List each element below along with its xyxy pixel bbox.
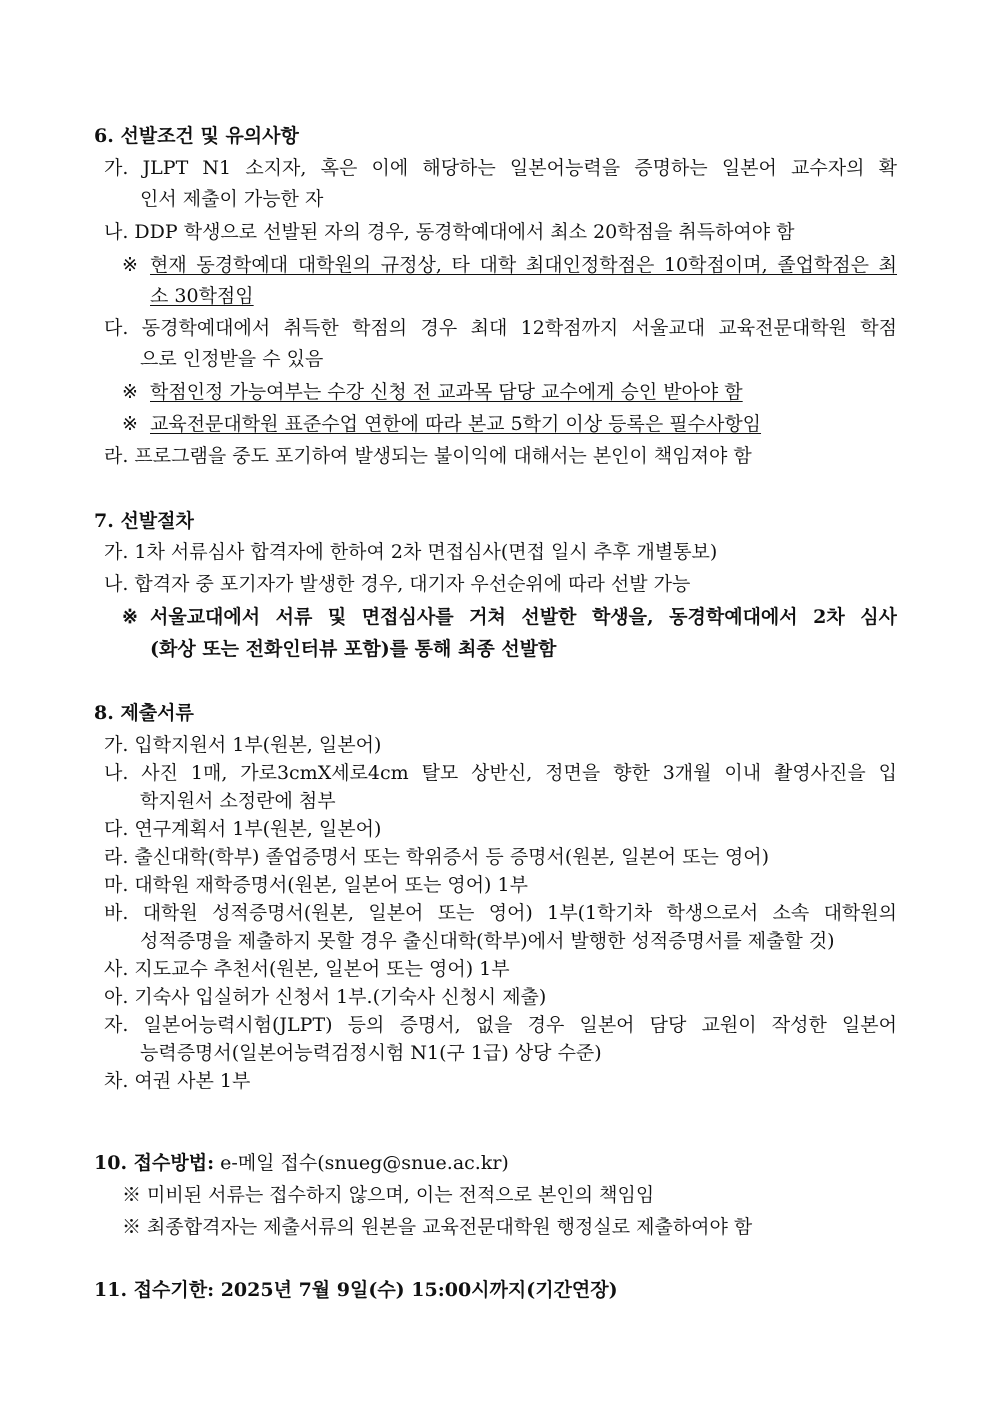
s6-note3: 교육전문대학원 표준수업 연한에 따라 본교 5학기 이상 등록은 필수사항임: [150, 413, 762, 435]
section-8-title: 8. 제출서류: [94, 702, 194, 724]
s6-note1-mark: ※: [122, 254, 138, 276]
s6-note2: 학점인정 가능여부는 수강 신청 전 교과목 담당 교수에게 승인 받아야 함: [150, 381, 743, 403]
s7-note-mark: ※: [122, 606, 138, 628]
s8-item-da: 다. 연구계획서 1부(원본, 일본어): [104, 818, 382, 840]
s7-item-ga: 가. 1차 서류심사 합격자에 한하여 2차 면접심사(면접 일시 추후 개별통보): [104, 541, 718, 563]
section-10-method: e-메일 접수(snueg@snue.ac.kr): [214, 1152, 509, 1174]
s8-item-ja-line2: 능력증명서(일본어능력검정시험 N1(구 1급) 상당 수준): [140, 1042, 602, 1064]
s6-item-da-line2: 으로 인정받을 수 있음: [140, 348, 324, 370]
s10-note2: ※ 최종합격자는 제출서류의 원본을 교육전문대학원 행정실로 제출하여야 함: [122, 1216, 753, 1238]
s7-item-na: 나. 합격자 중 포기자가 발생한 경우, 대기자 우선순위에 따라 선발 가능: [104, 573, 691, 595]
s8-item-na-line2: 학지원서 소정란에 첨부: [140, 790, 336, 812]
s6-item-da-line1: 다. 동경학예대에서 취득한 학점의 경우 최대 12학점까지 서울교대 교육전문대학원 학점: [104, 317, 897, 339]
s6-item-na: 나. DDP 학생으로 선발된 자의 경우, 동경학예대에서 최소 20학점을 취득하여야 함: [104, 221, 795, 243]
s8-item-ba-line1: 바. 대학원 성적증명서(원본, 일본어 또는 영어) 1부(1학기차 학생으로서 소속 대학원의: [104, 902, 897, 924]
s6-note2-mark: ※: [122, 381, 138, 403]
s6-item-ga-line1: 가. JLPT N1 소지자, 혹은 이에 해당하는 일본어능력을 증명하는 일본어 교수자의 확: [104, 157, 897, 179]
s6-note3-mark: ※: [122, 413, 138, 435]
s7-note-line1: 서울교대에서 서류 및 면접심사를 거쳐 선발한 학생을, 동경학예대에서 2차 심사: [150, 606, 897, 628]
section-10-title: 10. 접수방법:: [94, 1152, 215, 1174]
s6-note1-line1: 현재 동경학예대 대학원의 규정상, 타 대학 최대인정학점은 10학점이며, 졸업학점은 최: [150, 254, 897, 276]
s8-item-sa: 사. 지도교수 추천서(원본, 일본어 또는 영어) 1부: [104, 958, 510, 980]
s10-note1: ※ 미비된 서류는 접수하지 않으며, 이는 전적으로 본인의 책임임: [122, 1184, 655, 1206]
s6-note1-line2: 소 30학점임: [150, 285, 254, 307]
s8-item-ja-line1: 자. 일본어능력시험(JLPT) 등의 증명서, 없을 경우 일본어 담당 교원이 작성한 일본어: [104, 1014, 897, 1036]
section-7-title: 7. 선발절차: [94, 510, 194, 532]
s8-item-cha: 차. 여권 사본 1부: [104, 1070, 251, 1092]
s6-item-ga-line2: 인서 제출이 가능한 자: [140, 188, 324, 210]
s8-item-a: 아. 기숙사 입실허가 신청서 1부.(기숙사 신청시 제출): [104, 986, 547, 1008]
s8-item-ga: 가. 입학지원서 1부(원본, 일본어): [104, 734, 382, 756]
s7-note-line2: (화상 또는 전화인터뷰 포함)를 통해 최종 선발함: [150, 638, 557, 660]
section-10-line: [94, 1149, 509, 1177]
s8-item-ma: 마. 대학원 재학증명서(원본, 일본어 또는 영어) 1부: [104, 874, 528, 896]
s8-item-ra: 라. 출신대학(학부) 졸업증명서 또는 학위증서 등 증명서(원본, 일본어 또는 영어): [104, 846, 770, 868]
section-6-title: 6. 선발조건 및 유의사항: [94, 125, 299, 147]
s8-item-ba-line2: 성적증명을 제출하지 못할 경우 출신대학(학부)에서 발행한 성적증명서를 제출할 것): [140, 930, 835, 952]
s8-item-na-line1: 나. 사진 1매, 가로3cmX세로4cm 탈모 상반신, 정면을 향한 3개월 이내 촬영사진을 입: [104, 762, 897, 784]
section-11-title: 11. 접수기한: 2025년 7월 9일(수) 15:00시까지(기간연장): [94, 1279, 618, 1301]
s6-item-ra: 라. 프로그램을 중도 포기하여 발생되는 불이익에 대해서는 본인이 책임져야 함: [104, 445, 752, 467]
